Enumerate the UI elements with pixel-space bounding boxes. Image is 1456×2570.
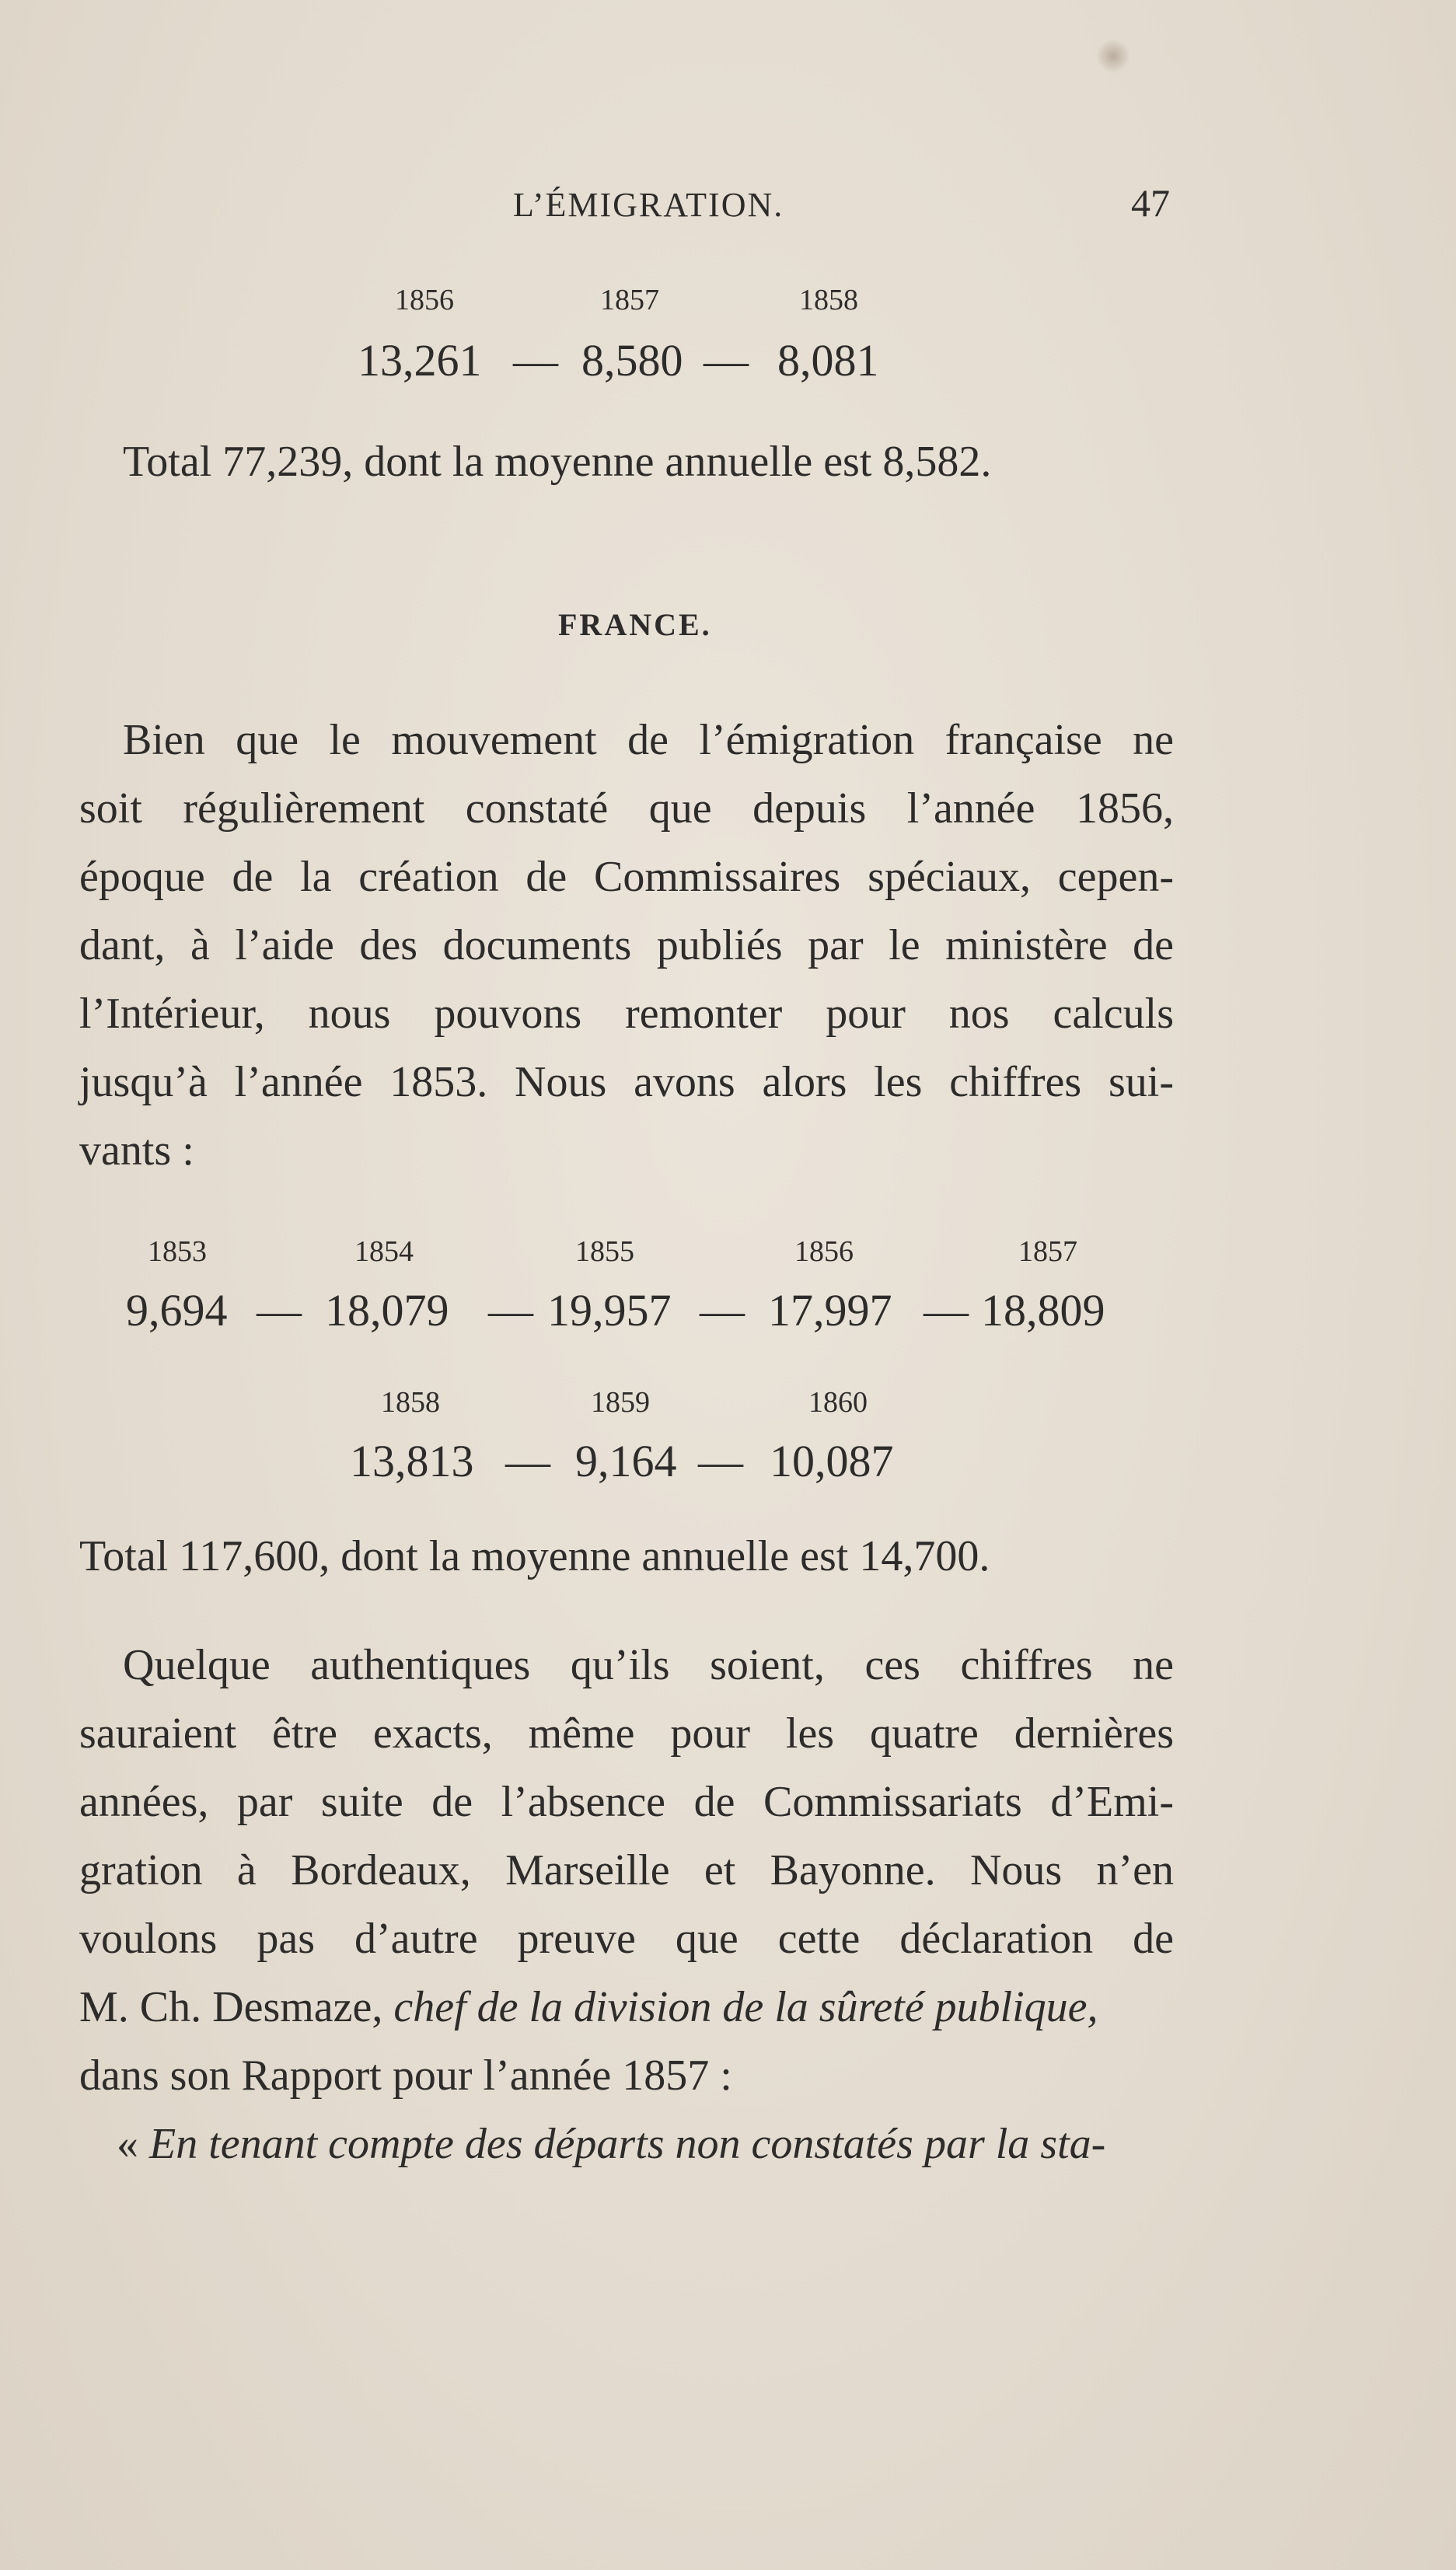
text-line: Quelque authentiques qu’ils soient, ces chiffres ne	[123, 1641, 1174, 1689]
year-1858: 1858	[799, 284, 858, 316]
text-line	[79, 1982, 1174, 2032]
page-number: 47	[1131, 181, 1170, 225]
text-line: jusqu’à l’année 1853. Nous avons alors les chiffres sui-	[79, 1058, 1174, 1106]
separator-dash: —	[700, 1285, 745, 1336]
year-1854: 1854	[354, 1235, 414, 1268]
quote-line	[117, 2119, 1105, 2169]
value-1854: 18,079	[325, 1285, 449, 1336]
value-1855: 19,957	[547, 1285, 672, 1336]
text-line: années, par suite de l’absence de Commissariats d’Emi-	[79, 1778, 1174, 1826]
total-france: Total 117,600, dont la moyenne annuelle est 14,700.	[79, 1532, 990, 1580]
total-top: Total 77,239, dont la moyenne annuelle est 8,582.	[123, 438, 992, 486]
year-1858: 1858	[381, 1386, 440, 1419]
text-line: dans son Rapport pour l’année 1857 :	[79, 2051, 732, 2100]
value-1860: 10,087	[770, 1436, 894, 1486]
value-1858: 13,813	[350, 1436, 474, 1486]
text-line: l’Intérieur, nous pouvons remonter pour nos calculs	[79, 990, 1174, 1038]
text-line: dant, à l’aide des documents publiés par le ministère de	[79, 921, 1174, 969]
text-line: soit régulièrement constaté que depuis l’année 1856,	[79, 784, 1174, 833]
quote-open: «	[117, 2120, 149, 2168]
text-line: gration à Bordeaux, Marseille et Bayonne. Nous n’en	[79, 1846, 1174, 1894]
text-line: époque de la création de Commissaires spéciaux, cepen-	[79, 853, 1174, 901]
year-1859: 1859	[591, 1386, 650, 1419]
value-1857: 18,809	[981, 1285, 1105, 1336]
author-title: chef de la division de la sûreté publique,	[393, 1983, 1098, 2031]
text-line: Bien que le mouvement de l’émigration française ne	[123, 716, 1174, 764]
year-1857: 1857	[1018, 1235, 1077, 1268]
separator-dash: —	[257, 1285, 302, 1336]
running-title: L’ÉMIGRATION.	[513, 186, 784, 224]
separator-dash: —	[488, 1285, 533, 1336]
value-1858: 8,081	[777, 335, 879, 386]
value-1856: 13,261	[358, 335, 482, 386]
value-1856: 17,997	[768, 1285, 892, 1336]
value-1857: 8,580	[581, 335, 683, 386]
separator-dash: —	[924, 1285, 969, 1336]
separator-dash: —	[698, 1436, 743, 1486]
quote-text: En tenant compte des départs non constatés par la sta-	[149, 2120, 1106, 2168]
separator-dash: —	[704, 335, 749, 386]
separator-dash: —	[513, 335, 558, 386]
value-1853: 9,694	[126, 1285, 228, 1336]
value-1859: 9,164	[575, 1436, 677, 1486]
year-1857: 1857	[600, 284, 659, 316]
text-line: voulons pas d’autre preuve que cette déclaration de	[79, 1915, 1174, 1963]
section-title: FRANCE.	[558, 607, 712, 642]
year-1856: 1856	[395, 284, 454, 316]
paper-stain	[1096, 39, 1130, 73]
year-1860: 1860	[808, 1386, 868, 1419]
year-1856: 1856	[794, 1235, 854, 1268]
separator-dash: —	[505, 1436, 550, 1486]
author-name: M. Ch. Desmaze,	[79, 1983, 394, 2031]
text-line: sauraient être exacts, même pour les quatre dernières	[79, 1709, 1174, 1758]
year-1853: 1853	[148, 1235, 207, 1268]
year-1855: 1855	[575, 1235, 634, 1268]
text-line: vants :	[79, 1126, 194, 1175]
